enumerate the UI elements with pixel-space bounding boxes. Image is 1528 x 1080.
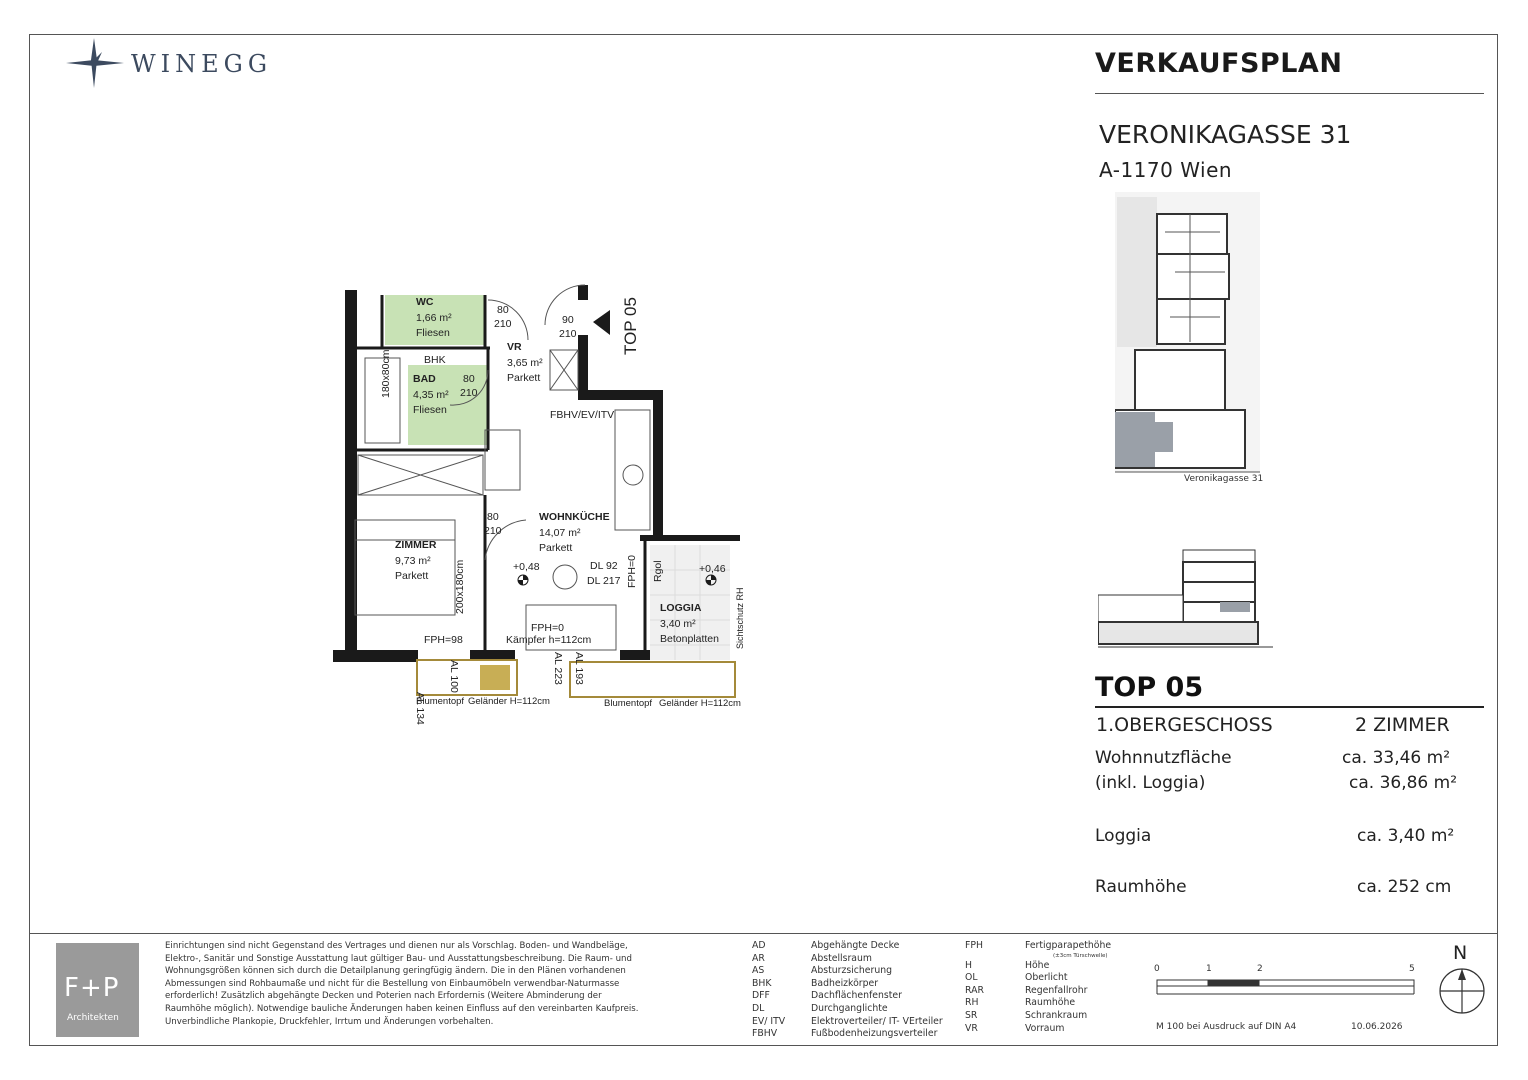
planter-label: Blumentopf	[416, 696, 465, 707]
unit-row-label: Loggia	[1095, 826, 1152, 846]
site-plan	[1115, 192, 1260, 487]
abbr-code: H	[965, 959, 972, 971]
bhk-label: BHK	[424, 354, 446, 366]
abbr-code: BHK	[752, 977, 772, 989]
railing-label: Geländer H=112cm	[659, 698, 741, 709]
address-street: VERONIKAGASSE 31	[1099, 120, 1352, 149]
door-label: 80	[463, 373, 475, 385]
room-name-zimmer: ZIMMER	[395, 539, 437, 551]
abbr-code: AS	[752, 965, 765, 977]
abbr-code: DL	[752, 1002, 765, 1014]
compass-star-logo-icon	[66, 38, 126, 88]
room-floor-vr: Parkett	[507, 372, 541, 384]
plan-date: 10.06.2026	[1351, 1022, 1403, 1032]
room-area-zimmer: 9,73 m²	[395, 555, 431, 567]
architect-name: Architekten	[67, 1013, 119, 1023]
room-area-wohnkueche: 14,07 m²	[539, 527, 581, 539]
unit-row-value: ca. 36,86 m²	[1349, 773, 1458, 793]
door-label: 210	[559, 328, 577, 340]
door-label: 80	[497, 304, 509, 316]
room-floor-loggia: Betonplatten	[660, 633, 719, 645]
architect-logo	[56, 943, 139, 1037]
abbr-text: Absturzsicherung	[811, 965, 893, 977]
abbr-text: Vorraum	[1025, 1022, 1065, 1034]
scale-note: M 100 bei Ausdruck auf DIN A4	[1156, 1022, 1297, 1032]
unit-row-value: ca. 3,40 m²	[1357, 826, 1455, 846]
scale-bar	[1155, 978, 1420, 998]
abbr-code: OL	[965, 972, 978, 984]
abbr-text: Oberlicht	[1025, 972, 1068, 984]
abbr-text: Regenfallrohr	[1025, 984, 1088, 996]
abbr-code: RAR	[965, 984, 984, 996]
door-label: 210	[460, 387, 478, 399]
scale-tick-label: 5	[1409, 964, 1415, 974]
al-label: AL 223	[552, 652, 564, 685]
fph-label: FPH=98	[424, 634, 463, 646]
site-plan-street-label: Veronikagasse 31	[1184, 474, 1264, 484]
door-label: 210	[494, 318, 512, 330]
al-label: AL 134	[414, 692, 426, 725]
unit-rooms: 2 ZIMMER	[1355, 714, 1450, 736]
architect-logo-text: F+P	[64, 973, 120, 1003]
abbreviations-col1	[752, 940, 785, 1041]
page-frame	[29, 34, 1498, 1046]
page-title: VERKAUFSPLAN	[1095, 48, 1343, 79]
dl-label: DL 92	[590, 560, 618, 572]
unit-title: TOP 05	[1095, 672, 1204, 703]
level-label: +0,46	[699, 563, 726, 575]
abbr-text: Badheizkörper	[811, 977, 879, 989]
door-label: 210	[484, 525, 502, 537]
fph-label: FPH=0	[531, 622, 564, 634]
abbr-code: AR	[752, 952, 765, 964]
room-area-vr: 3,65 m²	[507, 357, 543, 369]
abbr-text: Abgehängte Decke	[811, 940, 900, 951]
al-label: AL 100	[448, 660, 460, 693]
tub-size-label: 180x80cm	[380, 349, 392, 398]
unit-floor: 1.OBERGESCHOSS	[1096, 714, 1273, 736]
abbreviations-col2	[965, 940, 984, 1035]
abbr-text: Elektroverteiler/ IT- VErteiler	[811, 1015, 943, 1027]
abbr-text: Höhe	[1025, 959, 1050, 971]
abbr-text: (±3cm Türschwelle)	[1053, 952, 1108, 959]
sichtschutz-label: Sichtschutz RH	[735, 587, 745, 649]
abbr-code: VR	[965, 1022, 978, 1034]
room-area-wc: 1,66 m²	[416, 312, 452, 324]
unit-row-value: ca. 252 cm	[1357, 877, 1452, 897]
door-label: 80	[487, 511, 499, 523]
room-name-wc: WC	[416, 296, 434, 308]
abbr-code: SR	[965, 1009, 978, 1021]
kaempfer-label: Kämpfer h=112cm	[506, 634, 592, 646]
room-name-wohnkueche: WOHNKÜCHE	[539, 511, 610, 523]
abbreviations-col2-text	[1025, 940, 1111, 1035]
abbr-code: EV/ ITV	[752, 1015, 786, 1027]
unit-rule	[1095, 706, 1484, 708]
plan-top-label: TOP 05	[621, 297, 640, 355]
abbr-code: FBHV	[752, 1028, 778, 1040]
unit-row-label: (inkl. Loggia)	[1095, 773, 1206, 793]
abbr-code: FPH	[965, 940, 983, 951]
rgol-label: Rgol	[652, 560, 664, 582]
room-name-loggia: LOGGIA	[660, 602, 702, 614]
unit-row-value: ca. 33,46 m²	[1342, 748, 1451, 768]
door-label: 90	[562, 314, 574, 326]
abbr-text: Durchganglichte	[811, 1002, 888, 1014]
footer-rule	[29, 933, 1498, 934]
level-label: +0,48	[513, 561, 540, 573]
room-floor-wohnkueche: Parkett	[539, 542, 573, 554]
scale-tick-label: 2	[1257, 964, 1263, 974]
abbr-text: Fertigparapethöhe	[1025, 940, 1112, 951]
unit-row-label: Raumhöhe	[1095, 877, 1187, 897]
al-label: AL 193	[573, 652, 585, 685]
abbr-code: RH	[965, 997, 979, 1009]
abbr-code	[965, 953, 984, 960]
room-floor-zimmer: Parkett	[395, 570, 429, 582]
abbreviations-col1-text	[811, 940, 943, 1041]
north-arrow-icon	[1437, 966, 1487, 1016]
address-city: A-1170 Wien	[1099, 158, 1233, 182]
title-rule	[1095, 93, 1484, 94]
room-area-loggia: 3,40 m²	[660, 618, 696, 630]
room-name-bad: BAD	[413, 373, 436, 385]
room-floor-wc: Fliesen	[416, 327, 450, 339]
scale-tick-label: 1	[1206, 964, 1212, 974]
room-area-bad: 4,35 m²	[413, 389, 449, 401]
scale-tick-label: 0	[1154, 964, 1160, 974]
abbr-code: AD	[752, 940, 766, 951]
abbr-text: Schrankraum	[1025, 1009, 1088, 1021]
railing-label: Geländer H=112cm	[468, 696, 550, 707]
abbr-code: DFF	[752, 990, 770, 1002]
fph-label: FPH=0	[626, 555, 638, 588]
unit-row-label: Wohnnutzfläche	[1095, 748, 1232, 768]
abbr-text: Dachflächenfenster	[811, 990, 902, 1002]
bed-size-label: 200x180cm	[454, 559, 466, 614]
dl-label: DL 217	[587, 575, 621, 587]
disclaimer-text: Einrichtungen sind nicht Gegenstand des Vertrages und dienen nur als Vorschlag. Boden- und Wandbeläge, Elektro-, Sanitär und Sonstige Ausstattung laut gültiger Bau- und Ausstattungsbeschreibung. Die Raum- und Wohnungsgrößen können sich durch die Detailplanung geringfügig ändern. Die in den Plänen vorhandenen Abmessungen sind Rohbaumaße und nicht für die Bestellung von Einbaumöbeln verwendbar-Naturmasse erforderlich! Zusätzlich abgehängte Decken und Poterien nach Erfordernis (Weitere Abminderung der Raumhöhe möglich). Notwendige bauliche Änderungen haben keinen Einfluss auf den vereinbarten Kaufpreis. Unverbindliche Plankopie, Druckfehler, Irrtum und Änderungen vorbehalten.	[165, 941, 639, 1027]
room-floor-bad: Fliesen	[413, 404, 447, 416]
room-name-vr: VR	[507, 341, 522, 353]
abbr-text: Raumhöhe	[1025, 997, 1076, 1009]
north-label: N	[1453, 942, 1468, 964]
brand-name: WINEGG	[131, 50, 273, 78]
planter-label: Blumentopf	[604, 698, 653, 709]
fbhv-label: FBHV/EV/ITV	[550, 409, 615, 421]
abbr-text: Fußbodenheizungsverteiler	[811, 1028, 938, 1040]
section-view	[1098, 535, 1273, 655]
abbr-text: Abstellsraum	[811, 952, 872, 964]
